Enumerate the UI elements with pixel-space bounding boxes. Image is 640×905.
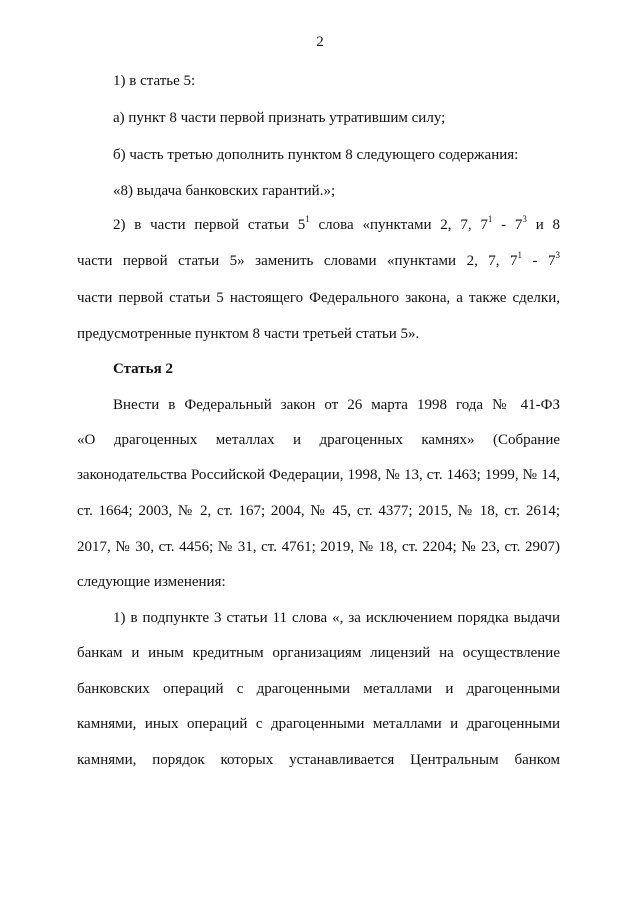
text-line: банковских операций с драгоценными металлами и драгоценными [77,681,560,697]
text-line: предусмотренные пунктом 8 части третьей статьи 5». [77,326,420,342]
text-line: части первой статьи 5 настоящего Федерального закона, а также сделки, [77,290,560,306]
text-line: камнями, иных операций с драгоценными металлами и драгоценными [77,716,560,732]
text-line: камнями, порядок которых устанавливается Центральным банком [77,752,560,768]
page-number: 2 [316,34,324,50]
text-line: Внести в Федеральный закон от 26 марта 1998 года № 41-ФЗ [113,397,560,413]
text-line: ст. 1664; 2003, № 2, ст. 167; 2004, № 45, ст. 4377; 2015, № 18, ст. 2614; [77,503,560,519]
text-line: части первой статьи 5» заменить словами «пунктами 2, 7, $7^1 - 7^3$ [77,250,560,269]
text-line: «8) выдача банковских гарантий.»; [113,183,336,199]
text-line: следующие изменения: [77,574,226,590]
text-line: б) часть третью дополнить пунктом 8 следующего содержания: [113,147,519,163]
text-line: 2017, № 30, ст. 4456; № 31, ст. 4761; 2019, № 18, ст. 2204; № 23, ст. 2907) [77,539,560,555]
text-line: а) пункт 8 части первой признать утратившим силу; [113,110,446,126]
text-line: законодательства Российской Федерации, 1998, № 13, ст. 1463; 1999, № 14, [77,467,560,483]
text-line: банкам и иным кредитным организациям лицензий на осуществление [77,645,560,661]
text-line: 1) в подпункте 3 статьи 11 слова «, за исключением порядка выдачи [113,610,560,626]
article-heading: Статья 2 [113,361,173,377]
text-line: «О драгоценных металлах и драгоценных камнях» (Собрание [77,432,560,448]
text-line: 1) в статье 5: [113,73,196,89]
text-line: 2) в части первой статьи $5^1$ слова «пунктами 2, 7, $7^1 - 7^3$ и 8 [113,214,561,233]
